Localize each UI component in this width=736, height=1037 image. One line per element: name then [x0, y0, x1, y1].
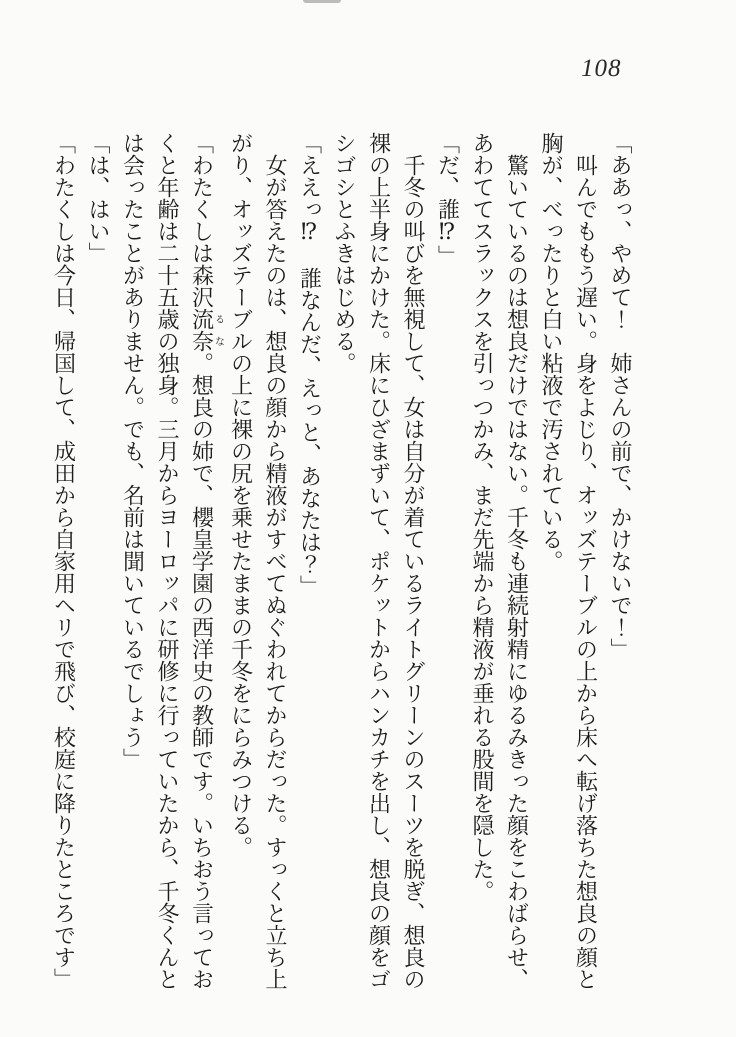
paragraph-dialogue-5: 「は、はい」: [86, 132, 111, 264]
dialogue-4-post: 。想良の姉で、櫻皇学園の西洋史の教師です。いちおう言っておくと年齢は二十五歳の独身。三月からヨーロッパに研修に行っていたから、千冬くんとは会ったことがありません。でも、名前は聞いているでしょう」: [120, 132, 215, 990]
novel-text-block: [46, 132, 637, 990]
scan-artifact: [303, 0, 341, 3]
ruby-furigana: るな: [212, 308, 224, 352]
paragraph-dialogue-3: 「ええっ⁉ 誰なんだ、えっと、あなたは？」: [297, 132, 323, 597]
paragraph-dialogue-4: [115, 132, 223, 990]
dialogue-4-pre: 「わたくしは森沢: [189, 132, 215, 308]
ruby-base: 流奈: [189, 308, 215, 352]
paragraph-narrative-2: 驚いているのは想良だけではない。千冬も連続射精にゆるみきった顔をこわばらせ、あわててスラックスを引っつかみ、まだ先端から精液が垂れる股間を隠した。: [470, 132, 530, 990]
paragraph-narrative-4: 女が答えたのは、想良の顔から精液がすべてぬぐわれてからだった。すっくと立ち上がり、オッズテーブルの上に裸の尻を乗せたままの千冬をにらみつける。: [228, 132, 288, 990]
paragraph-dialogue-6: 「わたくしは今日、帰国して、成田から自家用ヘリで飛び、校庭に降りたところです」: [51, 132, 77, 990]
paragraph-narrative-1: 叫んでももう遅い。身をよじり、オッズテーブルの上から床へ転げ落ちた想良の顔と胸が、べったりと白い粘液で汚されている。: [539, 132, 599, 990]
paragraph-narrative-3: 千冬の叫びを無視して、女は自分が着ているライトグリーンのスーツを脱ぎ、想良の裸の上半身にかけた。床にひざまずいて、ポケットからハンカチを出し、想良の顔をゴシゴシとふきはじめる。: [332, 132, 426, 990]
page-number: 108: [581, 55, 622, 82]
paragraph-dialogue-2: 「だ、誰⁉」: [435, 132, 461, 267]
paragraph-dialogue-1: 「ああっ、やめて！ 姉さんの前で、かけないで！」: [608, 132, 633, 660]
character-name-ruby: [189, 308, 224, 352]
